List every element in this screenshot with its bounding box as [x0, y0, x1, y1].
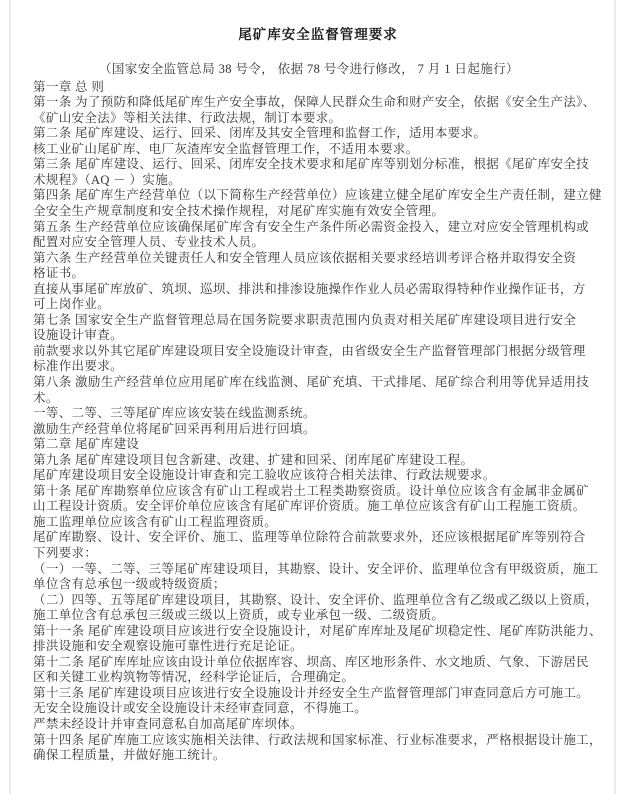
text-line: 标准作出要求。	[33, 359, 123, 374]
text-line: 术规程》（AQ － ）实施。	[33, 172, 181, 187]
text-line: 设施设计审查。	[33, 328, 123, 343]
text-line: 第一条 为了预防和降低尾矿库生产安全事故，保障人民群众生命和财产安全，依据《安全生产法》、	[33, 95, 596, 110]
text-line: 山工程设计资质。安全评价单位应该含有尾矿库评价资质。施工单位应该含有矿山工程施工资质。	[33, 499, 586, 514]
text-line: 全安全生产规章制度和安全技术操作规程，对尾矿库实施有效安全管理。	[33, 203, 445, 218]
text-line: 可上岗作业。	[33, 297, 111, 312]
document-content	[33, 26, 603, 764]
text-line: 第二条 尾矿库建设、运行、回采、闭库及其安全管理和监督工作，适用本要求。	[33, 126, 487, 141]
text-line: 第十条 尾矿库勘察单位应该含有矿山工程或岩土工程类勘察资质。设计单位应该含有金属非金属矿	[33, 483, 590, 498]
text-line: 术。	[33, 390, 59, 405]
text-line: 尾矿库勘察、设计、安全评价、施工、监理等单位除符合前款要求外，还应该根据尾矿库等别符合	[33, 530, 586, 545]
text-line: 第十一条 尾矿库建设项目应该进行安全设施设计，对尾矿库库址及尾矿坝稳定性、尾矿库防洪能力、	[33, 623, 602, 638]
text-line: 第一章 总 则	[33, 79, 105, 94]
text-line: 直接从事尾矿库放矿、筑坝、巡坝、排洪和排渗设施操作作业人员必需取得特种作业操作证书，方	[33, 281, 586, 296]
text-line: 第九条 尾矿库建设项目包含新建、改建、扩建和回采、闭库尾矿库建设工程。	[33, 452, 474, 467]
text-line: 第三条 尾矿库建设、运行、回采、闭库安全技术要求和尾矿库等别划分标准，根据《尾矿库安全技	[33, 157, 590, 172]
text-line: 施工单位含有总承包三级或三级以上资质，或专业承包一级、二级资质。	[33, 608, 445, 623]
text-line: 第八条 激励生产经营单位应用尾矿库在线监测、尾矿充填、干式排尾、尾矿综合利用等优异适用技	[33, 374, 590, 389]
text-line: （一）一等、二等、三等尾矿库建设项目，其勘察、设计、安全评价、监理单位含有甲级资质，施工	[33, 561, 599, 576]
text-line: 严禁未经设计并审查同意私自加高尾矿库坝体。	[33, 717, 303, 732]
text-line: 《矿山安全法》等相关法律、行政法规，制订本要求。	[33, 110, 342, 125]
text-line: 核工业矿山尾矿库、电厂灰渣库安全监督管理工作，不适用本要求。	[33, 141, 419, 156]
text-line: 施工监理单位应该含有矿山工程监理资质。	[33, 514, 278, 529]
text-line: 第十三条 尾矿库建设项目应该进行安全设施设计并经安全生产监督管理部门审查同意后方可施工。	[33, 685, 590, 700]
text-line: 一等、二等、三等尾矿库应该安装在线监测系统。	[33, 406, 316, 421]
text-line: 确保工程质量，并做好施工统计。	[33, 748, 226, 763]
text-line: 激励生产经营单位将尾矿回采再利用后进行回填。	[33, 421, 316, 436]
text-line: 第二章 尾矿库建设	[33, 437, 140, 452]
text-line: 配置对应安全管理人员、专业技术人员。	[33, 235, 265, 250]
document-subtitle: （国家安全监管总局 38 号令， 依据 78 号令进行修改， 7 月 1 日起施行）	[99, 62, 519, 76]
text-line: 尾矿库建设项目安全设施设计审查和完工验收应该符合相关法律、行政法规要求。	[33, 468, 496, 483]
text-line: 第七条 国家安全生产监督管理总局在国务院要求职责范围内负责对相关尾矿库建设项目进行安全	[33, 312, 577, 327]
text-line: 单位含有总承包一级或特级资质；	[33, 577, 226, 592]
text-line: 第十二条 尾矿库库址应该由设计单位依据库容、坝高、库区地形条件、水文地质、气象、下游居民	[33, 654, 590, 669]
text-line: 第五条 生产经营单位应该确保尾矿库含有安全生产条件所必需资金投入，建立对应安全管理机构或	[33, 219, 590, 234]
text-line: （二）四等、五等尾矿库建设项目，其勘察、设计、安全评价、监理单位含有乙级或乙级以上资质，	[33, 592, 599, 607]
document-lines	[33, 80, 603, 764]
text-line: 第十四条 尾矿库施工应该实施相关法律、行政法规和国家标准、行业标准要求，严格根据设计施工，	[33, 732, 602, 747]
page-right-edge	[614, 0, 616, 794]
text-line: 第六条 生产经营单位关键责任人和安全管理人员应该依据相关要求经培训考评合格并取得安全资	[33, 250, 577, 265]
text-line: 无安全设施设计或安全设施设计未经审查同意，不得施工。	[33, 701, 368, 716]
document-title: 尾矿库安全监督管理要求	[238, 27, 398, 42]
text-line: 区和关键工业构筑物等情况，经科学论证后，合理确定。	[33, 670, 355, 685]
text-line: 下列要求：	[33, 546, 98, 560]
text-line: 排洪设施和安全观察设施可靠性进行充足论证。	[33, 639, 303, 654]
page-left-edge	[9, 0, 11, 794]
text-line: 第四条 尾矿库生产经营单位（以下简称生产经营单位）应该建立健全尾矿库安全生产责任制，建立健	[33, 188, 602, 203]
text-line: 前款要求以外其它尾矿库建设项目安全设施设计审查，由省级安全生产监督管理部门根据分级管理	[33, 343, 586, 358]
text-line: 格证书。	[33, 266, 85, 281]
